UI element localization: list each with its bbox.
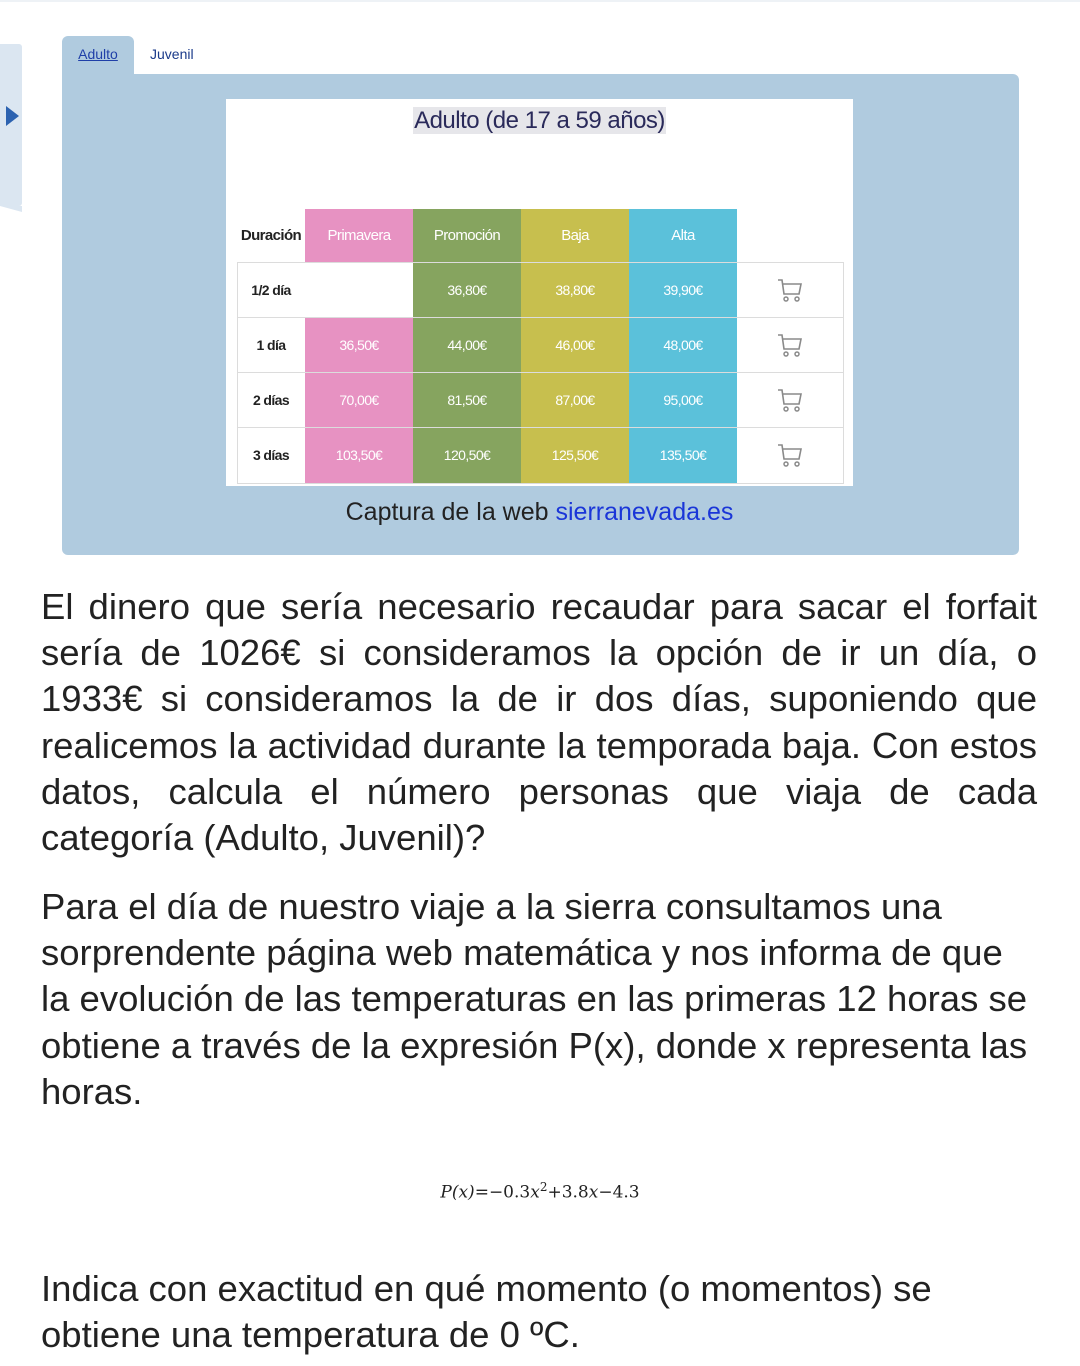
shopping-cart-icon <box>776 387 804 413</box>
add-to-cart-button[interactable] <box>737 263 843 317</box>
price-cell-alta: 135,50€ <box>629 428 737 483</box>
problem-paragraph: El dinero que sería necesario recaudar para sacar el forfait sería de 1026€ si consideramos la opción de ir un día, o 1933€ si consideramos la de ir dos días, suponiendo que realicemos la actividad durante la temporada baja. Con estos datos, calcula el número personas que viaja de cada categoría (Adulto, Juvenil)? <box>41 586 1037 859</box>
header-primavera: Primavera <box>305 209 413 262</box>
price-cell-promocion: 44,00€ <box>413 318 521 373</box>
price-cell-baja: 125,50€ <box>521 428 629 483</box>
expand-arrow-icon[interactable] <box>6 106 19 126</box>
temperature-formula: $P(x)=-0.3x^2+3.8x-4.3$ <box>440 1180 640 1203</box>
table-divider <box>237 483 844 484</box>
price-table-title: Adulto (de 17 a 59 años) <box>414 107 665 134</box>
tab-adulto[interactable]: Adulto <box>62 36 134 74</box>
row-duracion: 1 día <box>237 318 305 373</box>
price-cell-promocion: 120,50€ <box>413 428 521 483</box>
tab-juvenil[interactable]: Juvenil <box>150 46 194 62</box>
image-caption <box>226 498 853 527</box>
shopping-cart-icon <box>776 442 804 468</box>
price-cell-primavera <box>305 263 413 318</box>
add-to-cart-button[interactable] <box>737 373 843 427</box>
shopping-cart-icon <box>776 332 804 358</box>
table-divider <box>843 262 844 484</box>
header-duracion: Duración <box>237 209 305 262</box>
shopping-cart-icon <box>776 277 804 303</box>
top-divider <box>0 0 1080 2</box>
row-duracion: 1/2 día <box>237 263 305 318</box>
price-cell-alta: 95,00€ <box>629 373 737 428</box>
price-cell-baja: 38,80€ <box>521 263 629 318</box>
question-paragraph: Indica con exactitud en qué momento (o momentos) se obtiene una temperatura de 0 ºC. <box>41 1268 932 1356</box>
price-cell-promocion: 36,80€ <box>413 263 521 318</box>
header-baja: Baja <box>521 209 629 262</box>
row-duracion: 3 días <box>237 428 305 483</box>
price-cell-baja: 87,00€ <box>521 373 629 428</box>
row-duracion: 2 días <box>237 373 305 428</box>
price-cell-primavera: 36,50€ <box>305 318 413 373</box>
source-link[interactable]: sierranevada.es <box>555 498 734 526</box>
price-cell-alta: 48,00€ <box>629 318 737 373</box>
price-cell-promocion: 81,50€ <box>413 373 521 428</box>
price-cell-primavera: 70,00€ <box>305 373 413 428</box>
context-paragraph: Para el día de nuestro viaje a la sierra consultamos una sorprendente página web matemática y nos informa de que la evolución de las temperaturas en las primeras 12 horas se obtiene a través de la expresión P(x), donde x representa las horas. <box>41 886 1028 1112</box>
price-cell-alta: 39,90€ <box>629 263 737 318</box>
price-cell-baja: 46,00€ <box>521 318 629 373</box>
caption-text: Captura de la web <box>345 498 556 526</box>
price-cell-primavera: 103,50€ <box>305 428 413 483</box>
header-promocion: Promoción <box>413 209 521 262</box>
header-alta: Alta <box>629 209 737 262</box>
price-table-screenshot <box>226 99 853 486</box>
table-divider <box>237 262 238 484</box>
add-to-cart-button[interactable] <box>737 318 843 372</box>
add-to-cart-button[interactable] <box>737 428 843 482</box>
